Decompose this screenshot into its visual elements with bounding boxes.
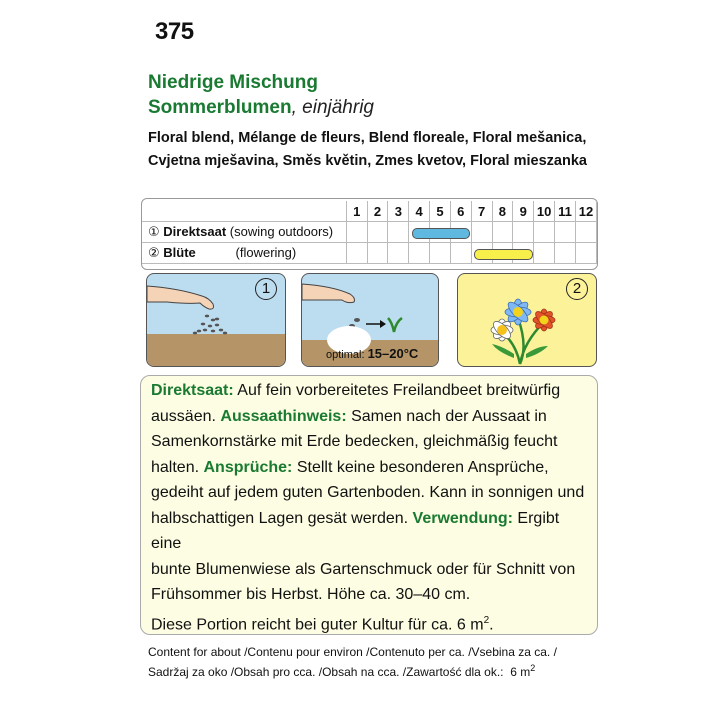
step-marker-2: 2: [566, 278, 588, 300]
flowering-label: ② Blüte (flowering): [142, 243, 346, 264]
desc-line: Samenkornstärke mit Erde bedecken, gleichmäßig feucht: [151, 433, 558, 450]
month-cell: 3: [388, 201, 409, 222]
calendar-header-row: [142, 201, 597, 222]
desc-line: halbschattigen Lagen gesät werden. Verwendung: Ergibt eine: [151, 509, 560, 552]
desc-line: gedeiht auf jedem guten Gartenboden. Kann in sonnigen und: [151, 484, 585, 501]
desc-line: bunte Blumenwiese als Gartenschmuck oder für Schnitt von: [151, 560, 576, 578]
product-title: Niedrige Mischung: [148, 72, 318, 93]
desc-line: Direktsaat: Auf fein vorbereitetes Freilandbeet breitwürfig: [151, 382, 561, 399]
step-marker-1: 1: [255, 278, 277, 300]
month-cell: 11: [555, 201, 576, 222]
month-cell: 4: [409, 201, 430, 222]
month-cell: 8: [492, 201, 513, 222]
month-cell: 9: [513, 201, 534, 222]
month-cell: 6: [450, 201, 471, 222]
desc-line: Diese Portion reicht bei guter Kultur für ca. 6 $m^2$.: [151, 614, 494, 633]
month-cell: 2: [367, 201, 388, 222]
description-box: [140, 375, 598, 635]
product-number: 375: [155, 18, 194, 45]
month-cell: 12: [575, 201, 596, 222]
month-cell: 1: [346, 201, 367, 222]
sowing-period-bar: [412, 228, 470, 239]
footer-content-line-2: Sadržaj za oko /Obsah pro cca. /Obsah na cca. /Zawartość dla ok.: 6 $m^2$: [148, 663, 536, 679]
translations-line-2: Cvjetna mješavina, Směs květin, Zmes kvetov, Floral mieszanka: [148, 153, 587, 169]
flowering-illustration: [457, 273, 597, 367]
month-cell: 7: [471, 201, 492, 222]
sowing-illustration: [146, 273, 286, 367]
footer-content-line-1: Content for about /Contenu pour environ /Contenuto per ca. /Vsebina za ca. /: [148, 645, 557, 659]
product-subtitle: Sommerblumen, einjährig: [148, 97, 374, 118]
month-cell: 5: [430, 201, 451, 222]
desc-line: aussäen. Aussaathinweis: Samen nach der Aussaat in: [151, 407, 547, 425]
flowering-period-bar: [474, 249, 532, 260]
germination-illustration: [301, 273, 439, 367]
sowing-label: ① Direktsaat (sowing outdoors): [142, 222, 346, 243]
sowing-calendar: [141, 198, 598, 270]
month-cell: 10: [534, 201, 555, 222]
calendar-row-sowing: [142, 222, 597, 243]
desc-line: halten. Ansprüche: Stellt keine besonderen Ansprüche,: [151, 458, 549, 476]
desc-line: Frühsommer bis Herbst. Höhe ca. 30–40 cm.: [151, 586, 471, 603]
temperature-label: optimal: 15–20°C: [326, 346, 419, 361]
translations-line-1: Floral blend, Mélange de fleurs, Blend floreale, Floral mešanica,: [148, 130, 587, 146]
